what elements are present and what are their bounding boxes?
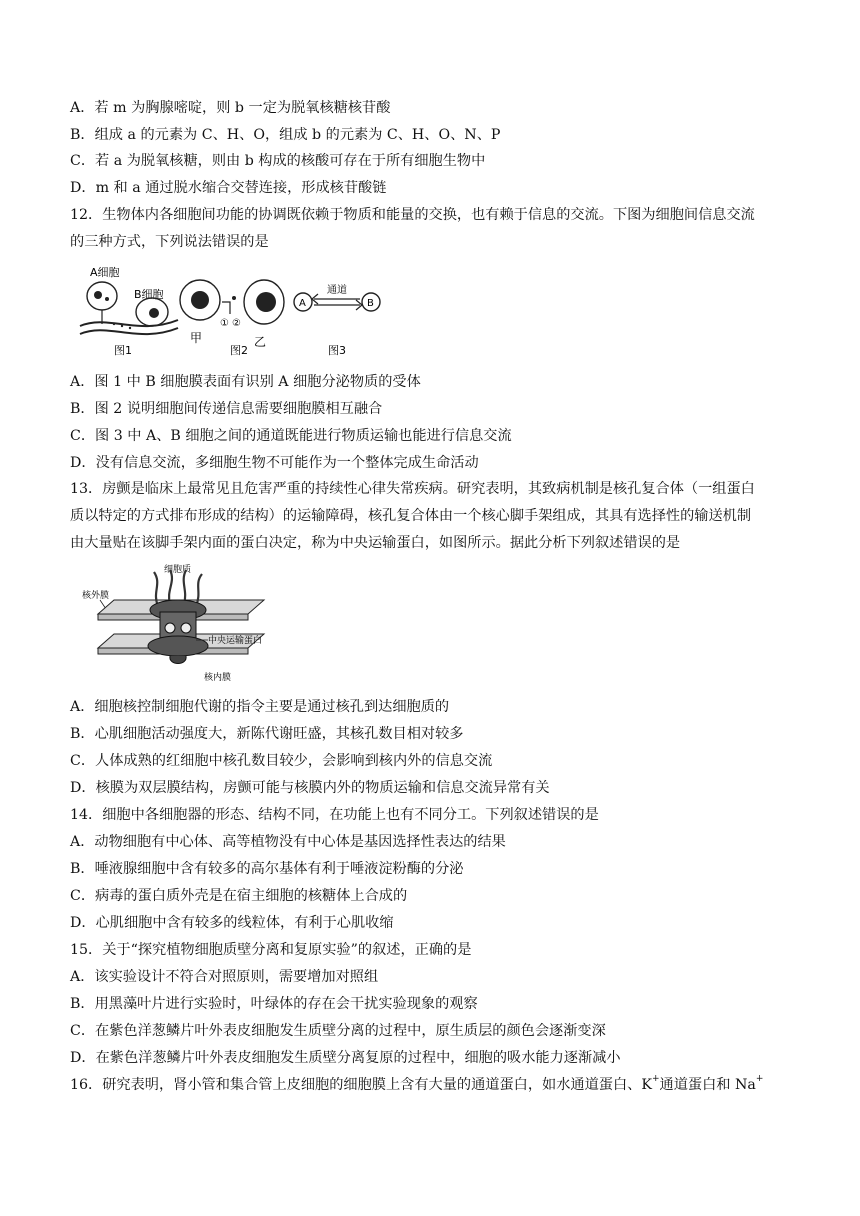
q15-option-a: A．该实验设计不符合对照原则，需要增加对照组: [70, 969, 379, 985]
q16-stem-mid: 通道蛋白和 Na: [659, 1077, 756, 1093]
q13-label-central-protein: 中央运输蛋白: [208, 636, 263, 646]
q12-stem-line2: 的三种方式，下列说法错误的是: [70, 234, 269, 250]
q11-option-b: B．组成 a 的元素为 C、H、O，组成 b 的元素为 C、H、O、N、P: [70, 127, 501, 143]
q12-figure: [78, 262, 388, 358]
q13-option-c: C．人体成熟的红细胞中核孔数目较少，会影响到核内外的信息交流: [70, 753, 493, 769]
q12-option-a: A．图 1 中 B 细胞膜表面有识别 A 细胞分泌物质的受体: [70, 374, 421, 390]
q14-option-a: A．动物细胞有中心体、高等植物没有中心体是基因选择性表达的结果: [70, 834, 506, 850]
q15-stem: 15．关于“探究植物细胞质壁分离和复原实验”的叙述，正确的是: [70, 942, 472, 958]
q15-option-b: B．用黑藻叶片进行实验时，叶绿体的存在会干扰实验现象的观察: [70, 996, 478, 1012]
q14-stem: 14．细胞中各细胞器的形态、结构不同，在功能上也有不同分工。下列叙述错误的是: [70, 807, 599, 823]
q13-stem-line1: 13．房颤是临床上最常见且危害严重的持续性心律失常疾病。研究表明，其致病机制是核孔复合体（一组蛋白: [70, 481, 755, 497]
q16-stem: [70, 1075, 763, 1095]
fig3-diagram: [294, 283, 380, 357]
q12-option-c: C．图 3 中 A、B 细胞之间的通道既能进行物质运输也能进行信息交流: [70, 428, 512, 444]
q14-option-d: D．心肌细胞中含有较多的线粒体，有利于心肌收缩: [70, 915, 394, 931]
q13-label-outer-membrane: 核外膜: [82, 591, 110, 601]
q12-option-b: B．图 2 说明细胞间传递信息需要细胞膜相互融合: [70, 401, 383, 417]
fig1-label-b-cell: B细胞: [134, 288, 164, 301]
q13-option-a: A．细胞核控制细胞代谢的指令主要是通过核孔到达细胞质的: [70, 699, 450, 715]
q11-option-d: D．m 和 a 通过脱水缩合交替连接，形成核苷酸链: [70, 180, 387, 196]
q13-label-inner-membrane: 核内膜: [204, 673, 232, 683]
q11-option-a: A．若 m 为胸腺嘧啶，则 b 一定为脱氧核糖核苷酸: [70, 100, 391, 116]
fig3-label-channel: 通道: [327, 285, 347, 296]
q13-figure: [78, 562, 278, 686]
fig2-caption: 图2: [230, 344, 248, 357]
q14-option-c: C．病毒的蛋白质外壳是在宿主细胞的核糖体上合成的: [70, 888, 408, 904]
q13-option-d: D．核膜为双层膜结构，房颤可能与核膜内外的物质运输和信息交流异常有关: [70, 780, 550, 796]
fig1-caption: 图1: [114, 344, 132, 357]
fig1-label-a-cell: A细胞: [90, 266, 120, 279]
q13-stem-line2: 质以特定的方式排布形成的结构）的运输障碍，核孔复合体由一个核心脚手架组成，其具有选择性的输送机制: [70, 508, 752, 524]
q12-stem-line1: 12．生物体内各细胞间功能的协调既依赖于物质和能量的交换，也有赖于信息的交流。下图为细胞间信息交流: [70, 207, 755, 223]
q15-option-d: D．在紫色洋葱鳞片叶外表皮细胞发生质壁分离复原的过程中，细胞的吸水能力逐渐减小: [70, 1050, 621, 1066]
q13-option-b: B．心肌细胞活动强度大，新陈代谢旺盛，其核孔数目相对较多: [70, 726, 464, 742]
q16-superscript-1: +: [651, 1074, 660, 1084]
fig3-caption: 图3: [328, 344, 346, 357]
q11-option-c: C．若 a 为脱氧核糖，则由 b 构成的核酸可存在于所有细胞生物中: [70, 153, 486, 169]
fig2-diagram: [180, 280, 284, 357]
fig2-label-jia: 甲: [190, 331, 203, 345]
q12-option-d: D．没有信息交流，多细胞生物不可能作为一个整体完成生命活动: [70, 455, 479, 471]
fig2-label-2: ②: [232, 318, 241, 329]
q15-option-c: C．在紫色洋葱鳞片叶外表皮细胞发生质壁分离的过程中，原生质层的颜色会逐渐变深: [70, 1023, 606, 1039]
q14-option-b: B．唾液腺细胞中含有较多的高尔基体有利于唾液淀粉酶的分泌: [70, 861, 464, 877]
q16-stem-main: 16．研究表明，肾小管和集合管上皮细胞的细胞膜上含有大量的通道蛋白，如水通道蛋白、K: [70, 1077, 652, 1093]
fig2-label-1: ①: [220, 318, 229, 329]
fig3-label-b: B: [367, 298, 374, 309]
fig1-diagram: [80, 266, 178, 357]
q16-superscript-2: +: [755, 1074, 764, 1084]
fig2-label-yi: 乙: [254, 335, 267, 349]
fig3-label-a: A: [299, 298, 306, 309]
q13-stem-line3: 由大量贴在该脚手架内面的蛋白决定，称为中央运输蛋白，如图所示。据此分析下列叙述错误的是: [70, 535, 681, 551]
q13-label-cytoplasm: 细胞质: [164, 565, 192, 575]
